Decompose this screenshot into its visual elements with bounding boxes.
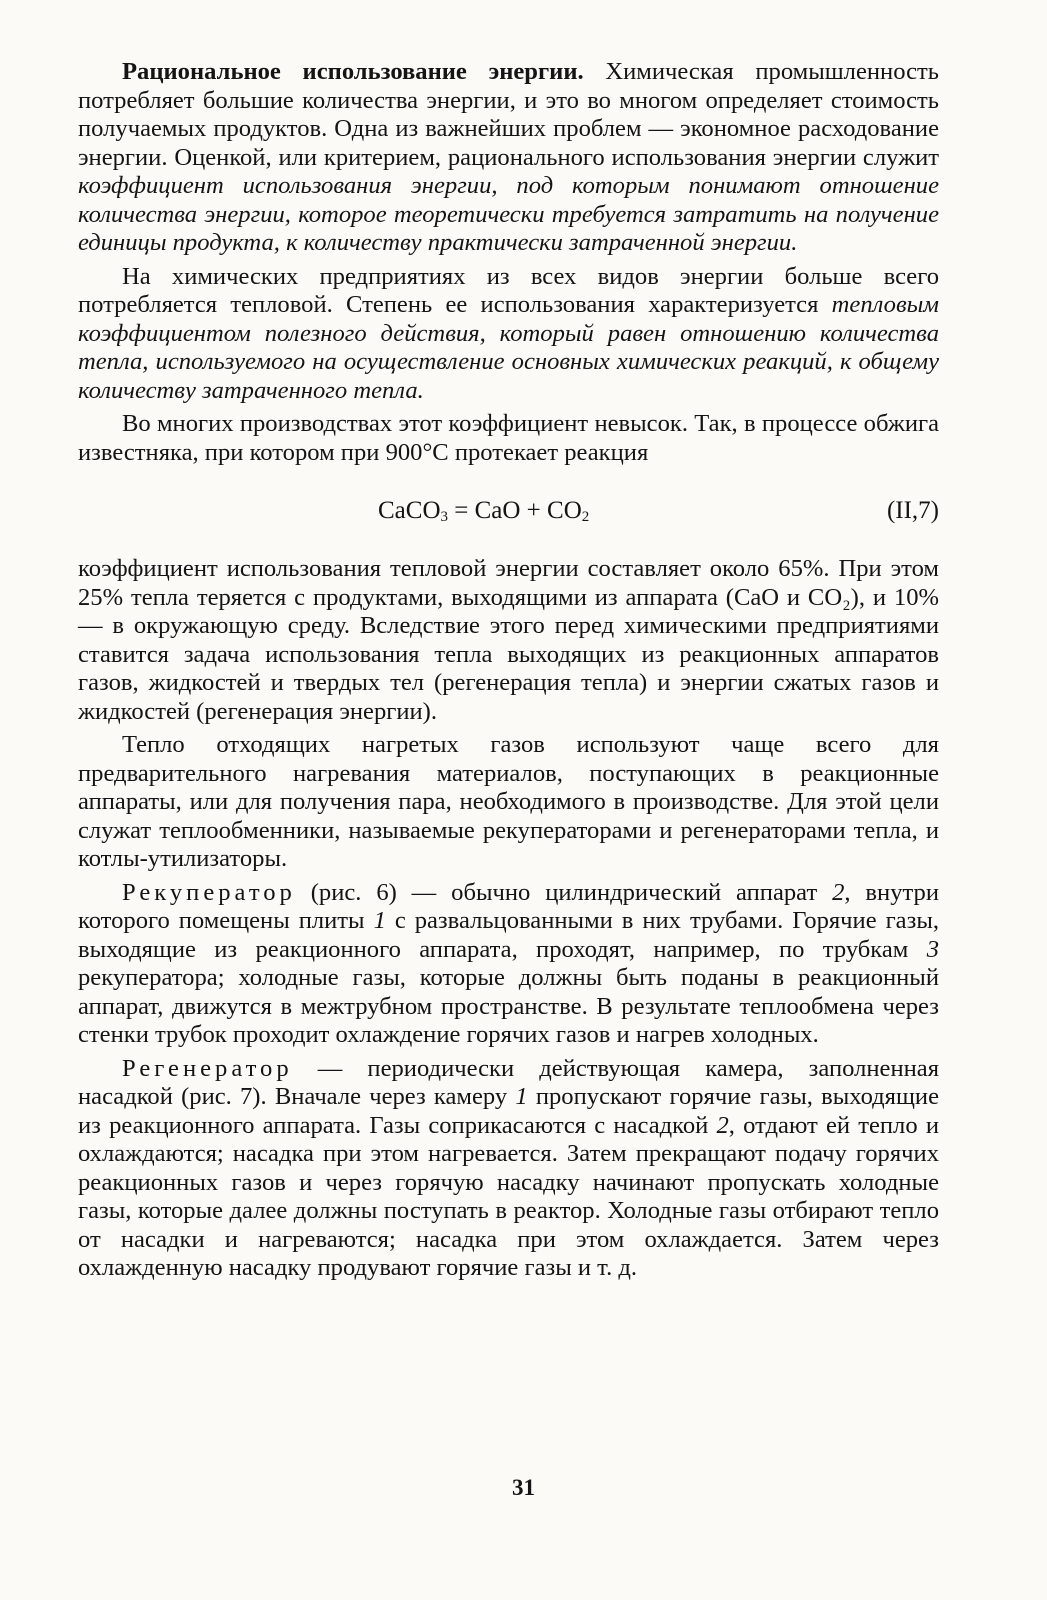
paragraph-energy-use <box>78 58 939 258</box>
equation-row <box>78 467 939 555</box>
section-heading: Рациональное использование энергии. <box>122 58 584 85</box>
definition-italic: коэффициент использования энергии, под которым понимают отношение количества энергии, которое теоретически требуется затратить на получение единицы продукта, к количеству практически затраченной энергии. <box>78 172 939 256</box>
paragraph-text: Во многих производствах этот коэффициент невысок. Так, в процессе обжига известняка, при котором при 900°С протекает реакция <box>78 410 939 466</box>
term-regenerator: Регенератор <box>122 1054 293 1082</box>
figure-ref-number: 1 <box>515 1083 528 1110</box>
paragraph-recuperator: Рекуператор (рис. 6) — обычно цилиндрический аппарат 2, внутри которого помещены плиты 1 с развальцованными в них трубами. Горячие газы, выходящие из реакционного аппарата, проходят, например, по трубкам 3 рекуператора; холодные газы, которые должны быть поданы в реакционный аппарат, движутся в межтрубном пространстве. В результате теплообмена через стенки трубок проходит охлаждение горячих газов и нагрев холодных. <box>78 878 939 1048</box>
figure-ref-number: 2 <box>716 1111 729 1139</box>
paragraph-text: Химическая промышленность потребляет большие количества энергии, и это во многом определяет стоимость получаемых продуктов. Одна из важнейших проблем — экономное расходование энергии. Оценкой, или критерием, рационального использования энергии служит <box>78 58 939 171</box>
paragraph-limestone <box>78 410 939 467</box>
term-recuperator: Рекуператор <box>122 878 296 906</box>
equation-number: (II,7) <box>886 497 939 524</box>
figure-ref-number: 2 <box>832 878 845 906</box>
paragraph-text: На химических предприятиях из всех видов энергии больше всего потребляется тепловой. Степень ее использования характеризуется <box>78 262 939 318</box>
figure-ref-number: 1 <box>373 907 386 934</box>
paragraph-regenerator: Регенератор — периодически действующая камера, заполненная насадкой (рис. 7). Вначале через камеру 1 пропускают горячие газы, выходящие из реакционного аппарата. Газы соприкасаются с насадкой 2, отдают ей тепло и охлаждаются; насадка при этом нагревается. Затем прекращают подачу горячих реакционных газов и через горячую насадку начинают пропускать холодные газы, которые далее должны поступать в реактор. Холодные газы отбирают тепло от насадки и нагреваются; насадка при этом охлаждается. Затем через охлажденную насадку продувают горячие газы и т. д. <box>78 1054 940 1281</box>
paragraph-waste-heat <box>78 731 939 874</box>
page-number: 31 <box>512 1475 535 1500</box>
paragraph-text: коэффициент использования тепловой энергии составляет около 65%. При этом 25% тепла теряется с продуктами, выходящими из аппарата (CaO и CO₂), и 10% — в окружающую среду. Вследствие этого перед химическими предприятиями ставится задача использования тепла выходящих из реакционных аппаратов газов, жидкостей и твердых тел (регенерация тепла) и энергии сжатых газов и жидкостей (регенерация энергии). <box>78 555 939 725</box>
paragraph-efficiency <box>78 555 939 726</box>
paragraph-thermal <box>78 263 939 406</box>
figure-ref-number: 3 <box>926 935 939 963</box>
paragraph-text: Тепло отходящих нагретых газов используют чаще всего для предварительного нагревания материалов, поступающих в реакционные аппараты, или для получения пара, необходимого в производстве. Для этой цели служат теплообменники, называемые рекуператорами и регенераторами тепла, и котлы-утилизаторы. <box>78 731 939 872</box>
chemical-equation: CaCO$_3$ = CaO + $CO_2$ <box>378 497 590 525</box>
definition-italic: тепловым коэффициентом полезного действия, который равен отношению количества тепла, используемого на осуществление основных химических реакций, к общему количеству затраченного тепла. <box>78 291 939 404</box>
